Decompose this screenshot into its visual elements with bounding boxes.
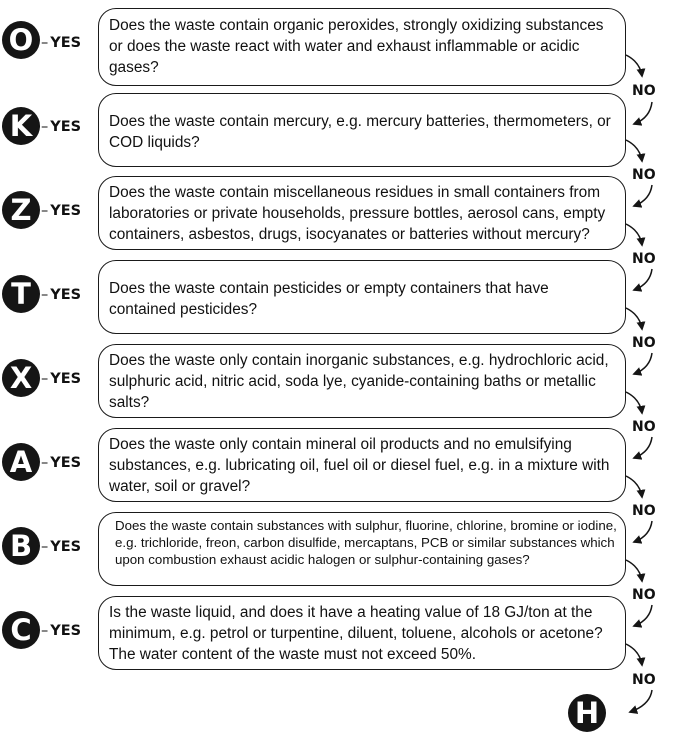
question-box-b — [98, 512, 626, 586]
question-text: Does the waste contain substances with sulphur, fluorine, chlorine, bromine or iodine, e.g. trichloride, freon, carbon disulfide, mercaptans, PCB or similar substances which upon combustion exhaust acidic halogen or sulphur-containing gases? — [115, 518, 617, 567]
yes-text: YES — [50, 539, 82, 555]
code-circle-o: O — [2, 21, 40, 59]
arrow-to-no-4 — [626, 308, 642, 329]
question-text: Does the waste contain miscellaneous residues in small containers from laboratories or private households, pressure bottles, aerosol cans, empty containers, asbestos, drugs, isocyanates or batteries without mercury? — [109, 184, 606, 243]
no-label: NO — [632, 335, 656, 351]
arrow-to-no-6 — [626, 476, 642, 497]
yes-text: YES — [50, 623, 82, 639]
question-box-t — [98, 260, 626, 334]
arrow-to-no-2 — [626, 140, 642, 161]
question-box-o — [98, 8, 626, 86]
no-label: NO — [632, 83, 656, 99]
yes-label: – YES — [41, 119, 82, 135]
question-box-k — [98, 93, 626, 167]
yes-label: – YES — [41, 623, 82, 639]
code-circle-b: B — [2, 527, 40, 565]
code-circle-z: Z — [2, 191, 40, 229]
no-label: NO — [632, 419, 656, 435]
arrow-to-no-7 — [626, 560, 642, 581]
arrow-from-no-1 — [634, 102, 652, 124]
code-circle-a: A — [2, 443, 40, 481]
arrow-from-no-2 — [634, 185, 652, 206]
code-circle-h: H — [568, 694, 606, 732]
arrow-from-no-7 — [634, 605, 652, 626]
arrow-to-no-5 — [626, 392, 642, 413]
question-box-x — [98, 344, 626, 418]
arrow-from-no-6 — [634, 521, 652, 542]
yes-label: – YES — [41, 287, 82, 303]
question-text: Does the waste only contain inorganic substances, e.g. hydrochloric acid, sulphuric acid, nitric acid, soda lye, cyanide-containing baths or metallic salts? — [109, 352, 609, 411]
code-circle-x: X — [2, 359, 40, 397]
arrow-from-no-8 — [630, 690, 652, 712]
yes-label: – YES — [41, 371, 82, 387]
yes-label: – YES — [41, 35, 82, 51]
question-text: Does the waste contain organic peroxides, strongly oxidizing substances or does the waste react with water and exhaust inflammable or acidic gases? — [109, 17, 604, 76]
arrow-from-no-5 — [634, 437, 652, 458]
no-label: NO — [632, 251, 656, 267]
yes-label: – YES — [41, 539, 82, 555]
arrow-to-no-3 — [626, 224, 642, 245]
arrow-from-no-4 — [634, 353, 652, 374]
question-text: Does the waste contain mercury, e.g. mercury batteries, thermometers, or COD liquids? — [109, 113, 611, 151]
yes-label: – YES — [41, 203, 82, 219]
no-label: NO — [632, 672, 656, 688]
question-box-a — [98, 428, 626, 502]
code-circle-k: K — [2, 107, 40, 145]
no-label: NO — [632, 167, 656, 183]
question-box-c — [98, 596, 626, 670]
no-label: NO — [632, 587, 656, 603]
yes-text: YES — [50, 35, 82, 51]
code-circle-t: T — [2, 275, 40, 313]
question-text: Does the waste contain pesticides or empty containers that have contained pesticides? — [109, 280, 549, 318]
arrow-from-no-3 — [634, 269, 652, 290]
question-text: Is the waste liquid, and does it have a heating value of 18 GJ/ton at the minimum, e.g. petrol or turpentine, diluent, toluene, alcohols or acetone? The water content of the waste must not exceed 50%. — [109, 604, 603, 663]
no-label: NO — [632, 503, 656, 519]
arrow-to-no-8 — [626, 644, 642, 665]
question-box-z — [98, 176, 626, 250]
yes-text: YES — [50, 287, 82, 303]
yes-text: YES — [50, 455, 82, 471]
yes-text: YES — [50, 371, 82, 387]
code-circle-c: C — [2, 611, 40, 649]
yes-text: YES — [50, 203, 82, 219]
yes-label: – YES — [41, 455, 82, 471]
question-text: Does the waste only contain mineral oil products and no emulsifying substances, e.g. lubricating oil, fuel oil or diesel fuel, e.g. in a mixture with water, soil or gravel? — [109, 436, 610, 495]
yes-text: YES — [50, 119, 82, 135]
arrow-to-no-1 — [626, 55, 642, 76]
